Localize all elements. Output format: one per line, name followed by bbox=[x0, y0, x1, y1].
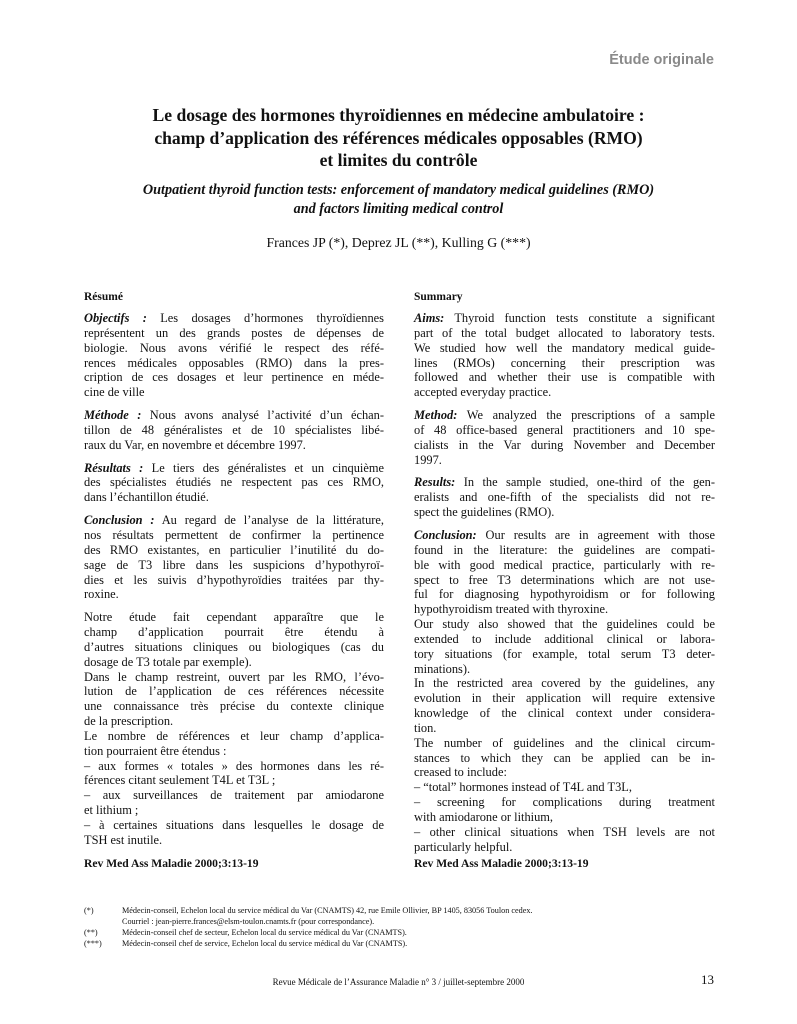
results-label: Results: bbox=[414, 475, 456, 490]
text-line: cine de ville bbox=[84, 385, 145, 400]
conclusion-label: Conclusion : bbox=[84, 513, 155, 528]
text-line: cription de ces dosages et leur pertinence en méde- bbox=[84, 370, 384, 385]
text-line: evolution in their application will require extensive bbox=[414, 691, 715, 706]
summary-results bbox=[414, 475, 715, 520]
text-line: hypothyroidism treated with thyroxine. bbox=[414, 602, 609, 617]
text-line: The number of guidelines and the clinical circum- bbox=[414, 735, 715, 750]
resume-objectifs bbox=[84, 311, 384, 400]
footnote-text: Courriel : jean-pierre.frances@elsm-toulon.cnamts.fr (pour correspondance). bbox=[122, 917, 375, 926]
text-line: Thyroid function tests constitute a significant bbox=[444, 311, 715, 325]
summary-heading: Summary bbox=[414, 291, 463, 303]
conclusion-label: Conclusion: bbox=[414, 527, 477, 542]
title-line: Le dosage des hormones thyroïdiennes en médecine ambulatoire : bbox=[152, 105, 645, 125]
text-line: de la prescription. bbox=[84, 714, 174, 729]
journal-footer: Revue Médicale de l’Assurance Maladie n° 3 / juillet-septembre 2000 bbox=[272, 977, 525, 987]
text-line: ful for diagnosing hypothyroidism or for following bbox=[414, 587, 715, 602]
footnote bbox=[84, 916, 724, 927]
footnote-mark: (*) bbox=[84, 906, 94, 915]
title-line: champ d’application des références médicales opposables (RMO) bbox=[154, 127, 643, 148]
text-line: tion pourraient être étendus : bbox=[84, 743, 227, 758]
footnotes bbox=[84, 905, 724, 949]
footnote-text: Médecin-conseil chef de secteur, Echelon local du service médical du Var (CNAMTS). bbox=[122, 928, 407, 937]
footnote bbox=[84, 938, 724, 949]
summary-conclusion bbox=[414, 528, 715, 855]
text-line: with amiodarone or lithium, bbox=[414, 810, 554, 824]
text-line: dosage de T3 totale par exemple). bbox=[84, 654, 252, 669]
text-line: tillon de 48 généralistes et de 10 spécialistes libé- bbox=[84, 422, 384, 437]
text-line: nos résultats permettent de confirmer la pertinence bbox=[84, 527, 384, 542]
text-line: – aux surveillances de traitement par amiodarone bbox=[84, 788, 384, 803]
footnote bbox=[84, 927, 724, 938]
resume-methode bbox=[84, 408, 384, 453]
text-line: knowledge of the clinical context under considera- bbox=[414, 706, 715, 721]
text-line: found in the literature: the guidelines are compati- bbox=[414, 542, 715, 557]
aims-label: Aims: bbox=[414, 311, 445, 325]
subtitle-line: and factors limiting medical control bbox=[293, 201, 504, 217]
text-line: of 48 office-based general practitioners and 10 spe- bbox=[414, 422, 715, 437]
text-line: Dans le champ restreint, ouvert par les RMO, l’évo- bbox=[84, 669, 384, 684]
article-subtitle bbox=[80, 181, 717, 219]
subtitle-line: Outpatient thyroid function tests: enforcement of mandatory medical guidelines (RMO) bbox=[142, 182, 655, 198]
text-line: spect to free T3 determinations which are not use- bbox=[414, 572, 715, 587]
text-line: – “total” hormones instead of T4L and T3L, bbox=[414, 780, 632, 795]
footnote-text: Médecin-conseil, Echelon local du service médical du Var (CNAMTS) 42, rue Emile Ollivier, BP 1405, 83056 Toulon cedex. bbox=[122, 906, 533, 915]
resume-reference: Rev Med Ass Maladie 2000;3:13-19 bbox=[84, 857, 259, 870]
resume-discussion bbox=[84, 610, 384, 848]
title-line: et limites du contrôle bbox=[319, 150, 478, 170]
text-line: férences citant seulement T4L et T3L ; bbox=[84, 773, 276, 788]
text-line: des RMO existantes, en particulier l’inutilité du do- bbox=[84, 542, 384, 557]
text-line: raux du Var, en novembre et décembre 1997. bbox=[84, 437, 306, 452]
footnote-mark bbox=[84, 916, 122, 927]
text-line: – à certaines situations dans lesquelles le dosage de bbox=[84, 818, 384, 832]
text-line: – screening for complications during treatment bbox=[414, 795, 715, 810]
text-line: rences médicales opposables (RMO) dans la pres- bbox=[84, 355, 384, 370]
summary-method bbox=[414, 408, 715, 467]
text-line: creased to include: bbox=[414, 765, 507, 780]
text-line: spect the guidelines (RMO). bbox=[414, 505, 555, 520]
text-line: champ d’application pourrait être étendu à bbox=[84, 625, 384, 640]
text-line: particularly helpful. bbox=[414, 839, 513, 854]
text-line: Our results are in agreement with those bbox=[476, 527, 715, 542]
objectifs-label: Objectifs : bbox=[84, 311, 147, 325]
text-line: tion. bbox=[414, 720, 437, 735]
text-line: We studied how well the mandatory medical guide- bbox=[414, 340, 715, 355]
text-line: Nous avons analysé l’activité d’un échan- bbox=[141, 408, 384, 423]
text-line: d’autres situations cliniques ou biologiques (cas du bbox=[84, 639, 384, 654]
summary-reference: Rev Med Ass Maladie 2000;3:13-19 bbox=[414, 857, 589, 870]
resume-resultats bbox=[84, 461, 384, 506]
methode-label: Méthode : bbox=[84, 408, 142, 423]
authors: Frances JP (*), Deprez JL (**), Kulling G (***) bbox=[266, 235, 531, 250]
text-line: des spécialistes étudiés ne respectent pas ces RMO, bbox=[84, 475, 384, 490]
text-line: extended to include additional clinical or labora- bbox=[414, 631, 715, 646]
page-number: 13 bbox=[701, 972, 714, 987]
text-line: et lithium ; bbox=[84, 803, 139, 818]
text-line: Au regard de l’analyse de la littérature, bbox=[154, 513, 384, 528]
text-line: une connaissance très précise du contexte clinique bbox=[84, 699, 384, 714]
text-line: tory situations (for example, total serum T3 deter- bbox=[414, 646, 715, 661]
section-label: Étude originale bbox=[609, 52, 714, 68]
summary-column bbox=[414, 290, 715, 870]
text-line: roxine. bbox=[84, 587, 119, 602]
text-line: cialists in the Var during November and December bbox=[414, 437, 715, 452]
text-line: followed and whether their use is compatible with bbox=[414, 370, 715, 385]
text-line: part of the total budget allocated to laboratory tests. bbox=[414, 325, 715, 340]
method-label: Method: bbox=[414, 408, 458, 423]
text-line: Notre étude fait cependant apparaître que le bbox=[84, 610, 384, 625]
text-line: lines (RMOs) concerning their prescription was bbox=[414, 355, 715, 370]
footnote-text: Médecin-conseil chef de service, Echelon local du service médical du Var (CNAMTS). bbox=[122, 939, 408, 948]
footnote bbox=[84, 905, 724, 916]
text-line: dans l’échantillon étudié. bbox=[84, 490, 209, 505]
text-line: lution de l’application de ces références nécessite bbox=[84, 684, 384, 699]
summary-aims bbox=[414, 311, 715, 400]
text-line: ble with good medical practice, particularly with re- bbox=[414, 557, 715, 572]
text-line: minations). bbox=[414, 661, 471, 676]
text-line: Le nombre de références et leur champ d’applica- bbox=[84, 728, 384, 743]
text-line: In the sample studied, one-third of the gen- bbox=[455, 475, 715, 490]
resultats-label: Résultats : bbox=[84, 460, 144, 475]
resume-conclusion bbox=[84, 513, 384, 602]
text-line: TSH est inutile. bbox=[84, 832, 163, 847]
text-line: représentent un des grands postes de dépenses de bbox=[84, 325, 384, 340]
text-line: – aux formes « totales » des hormones dans les ré- bbox=[84, 758, 384, 773]
text-line: 1997. bbox=[414, 452, 442, 467]
text-line: dies et les suivis d’hypothyroïdies traitées par thy- bbox=[84, 572, 384, 587]
text-line: – other clinical situations when TSH levels are not bbox=[414, 824, 715, 839]
text-line: Les dosages d’hormones thyroïdiennes bbox=[146, 311, 384, 325]
article-title bbox=[80, 104, 717, 172]
text-line: Le tiers des généralistes et un cinquième bbox=[143, 460, 385, 475]
text-line: We analyzed the prescriptions of a sample bbox=[457, 408, 715, 423]
text-line: eralists and one-fifth of the specialists did not re- bbox=[414, 490, 715, 505]
resume-column bbox=[84, 290, 385, 870]
resume-heading: Résumé bbox=[84, 291, 123, 303]
footnote-mark: (**) bbox=[84, 928, 98, 937]
text-line: In the restricted area covered by the guidelines, any bbox=[414, 676, 715, 691]
text-line: accepted everyday practice. bbox=[414, 385, 552, 400]
text-line: biologie. Nous avons vérifié le respect des réfé- bbox=[84, 340, 384, 355]
footnote-mark: (***) bbox=[84, 939, 102, 948]
text-line: sage de T3 libre dans les suspicions d’hypothyroï- bbox=[84, 557, 384, 572]
text-line: Our study also showed that the guidelines could be bbox=[414, 617, 715, 632]
text-line: stances to which they can be applied can be in- bbox=[414, 750, 715, 765]
